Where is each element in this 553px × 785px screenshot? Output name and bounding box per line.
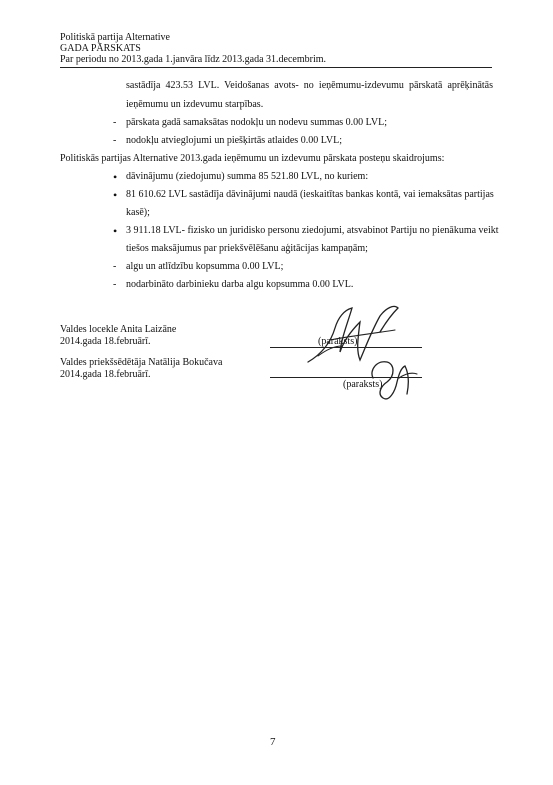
dash-marker: -: [113, 261, 117, 272]
bullet-marker: •: [113, 224, 118, 238]
header-period: Par periodu no 2013.gada 1.janvāra līdz 2013.gada 31.decembrim.: [60, 54, 327, 65]
list-item: 81 610.62 LVL sastādīja dāvinājumi naudā (ieskaitītas bankas kontā, vai iemaksātas partijas: [126, 189, 494, 200]
handwritten-signature-2: [365, 348, 425, 403]
list-item: 3 911.18 LVL- fizisko un juridisko personu ziedojumi, atsvabinot Partiju no pienākuma veikt: [126, 225, 499, 236]
bullet-marker: •: [113, 188, 118, 202]
list-item-continuation: kasē);: [126, 207, 150, 218]
list-item: dāvinājumu (ziedojumu) summa 85 521.80 LVL, no kuriem:: [126, 171, 369, 182]
bullet-marker: •: [113, 170, 118, 184]
signatory-date: 2014.gada 18.februārī.: [60, 369, 151, 380]
page-number: 7: [270, 736, 276, 748]
dash-marker: -: [113, 135, 117, 146]
explanation-heading: Politiskās partijas Alternative 2013.gada ieņēmumu un izdevumu pārskata posteņu skaidrojums:: [60, 153, 445, 164]
signatory-block: [60, 324, 176, 348]
paragraph-continuation-line: ieņēmumu un izdevumu starpības.: [126, 99, 264, 110]
header-party-name: Politiskā partija Alternative: [60, 32, 170, 43]
paragraph-continuation-line: sastādīja 423.53 LVL. Veidošanas avots- no ieņēmumu-izdevumu pārskatā aprēķinātās: [126, 80, 493, 91]
signature-caption: (paraksts): [343, 379, 383, 390]
list-item: nodarbināto darbinieku darba algu kopsumma 0.00 LVL.: [126, 279, 354, 290]
signatory-date: 2014.gada 18.februārī.: [60, 336, 151, 347]
signatory-role: Valdes locekle Anita Laizāne: [60, 324, 177, 335]
document-header: [60, 32, 326, 65]
signature-caption: (paraksts): [318, 336, 358, 347]
dash-marker: -: [113, 279, 117, 290]
signatory-block: [60, 357, 222, 381]
header-report-title: GADA PĀRSKATS: [60, 43, 141, 54]
list-item: pārskata gadā samaksātas nodokļu un nodevu summas 0.00 LVL;: [126, 117, 387, 128]
list-item: algu un atlīdzību kopsumma 0.00 LVL;: [126, 261, 284, 272]
header-divider: [60, 67, 492, 68]
dash-marker: -: [113, 117, 117, 128]
signatory-role: Valdes priekšsēdētāja Natālija Bokučava: [60, 357, 223, 368]
list-item-continuation: tiešos maksājumus par priekšvēlēšanu aģitācijas kampaņām;: [126, 243, 368, 254]
list-item: nodokļu atvieglojumi un piešķirtās atlaides 0.00 LVL;: [126, 135, 342, 146]
